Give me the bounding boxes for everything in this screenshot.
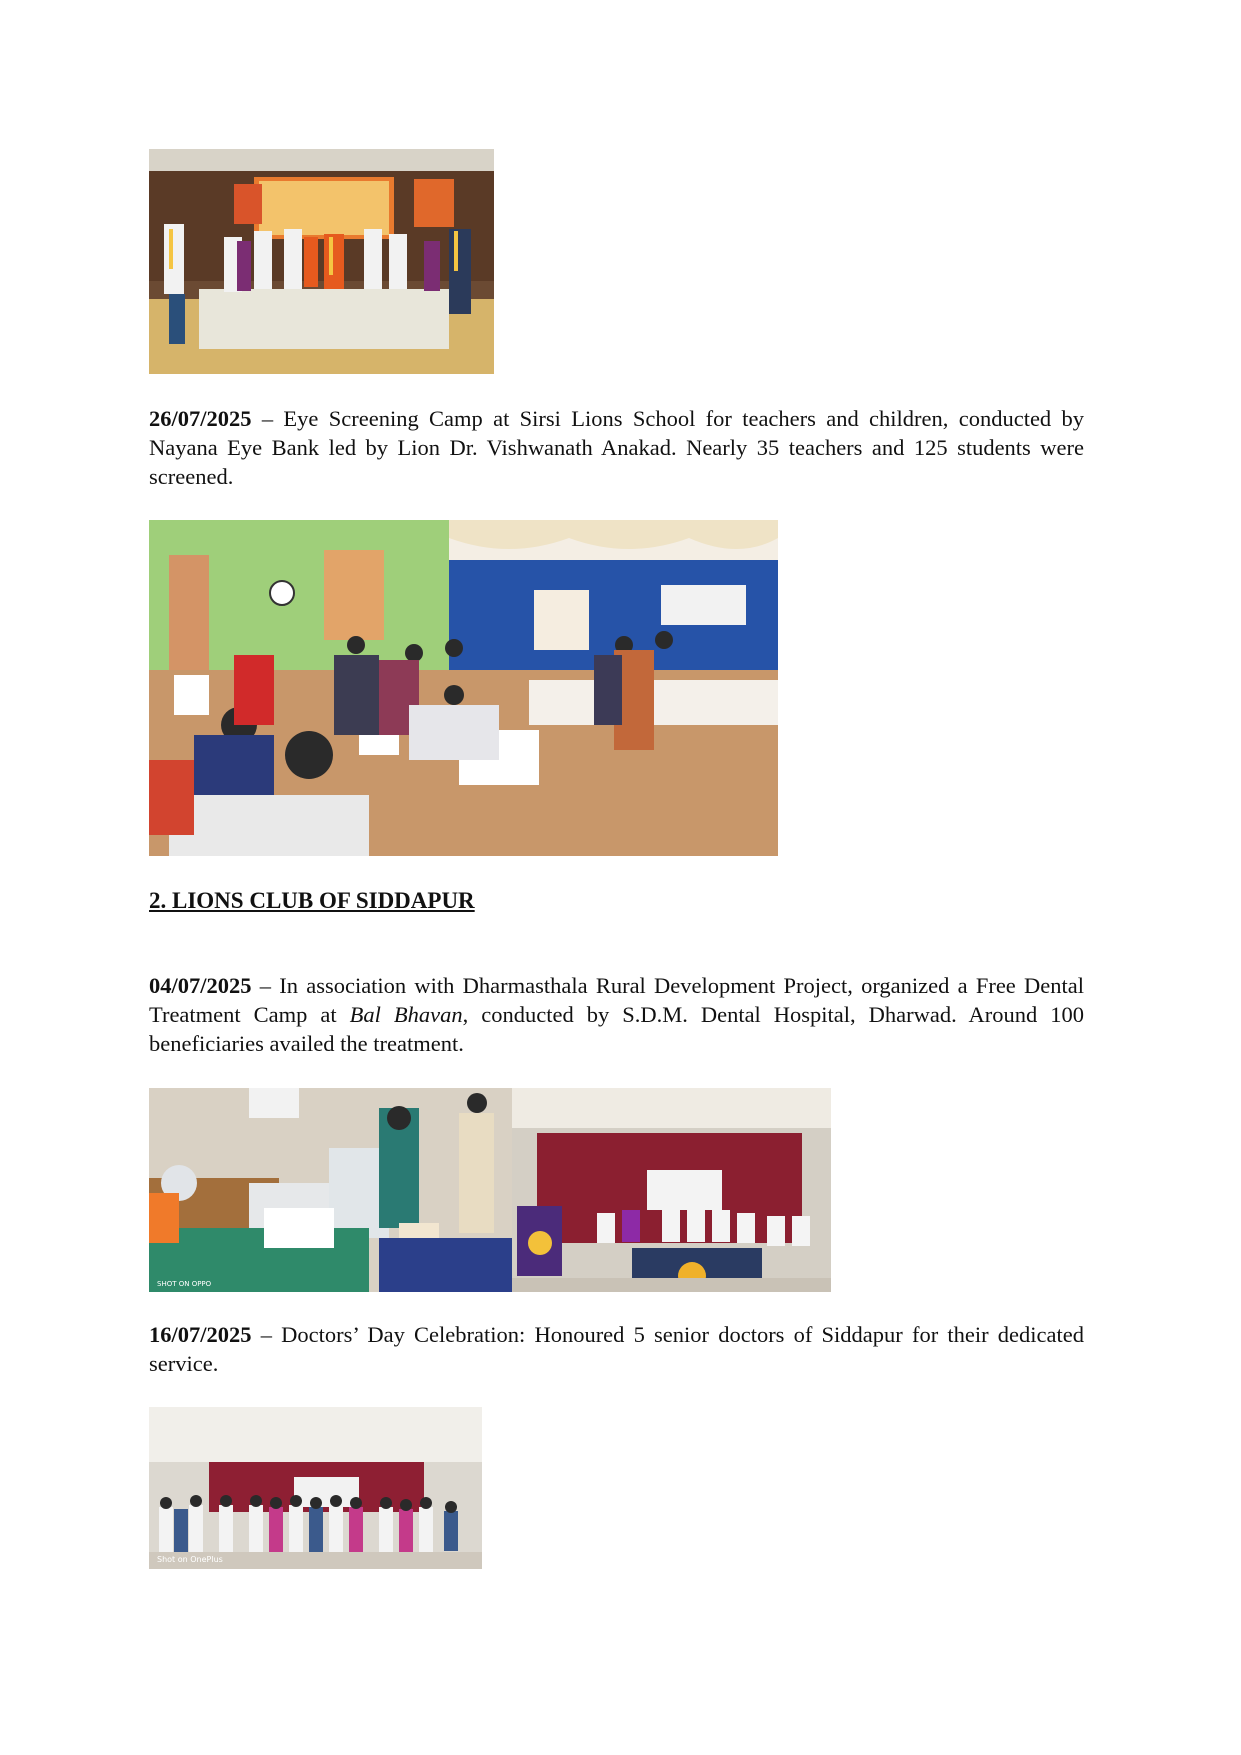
photo-doctors-day-group	[149, 1407, 482, 1569]
entry-venue: Bal Bhavan	[349, 1002, 463, 1027]
entry-doctors-day	[149, 1320, 1084, 1378]
entry-separator: –	[251, 973, 280, 998]
entry-text: Eye Screening Camp at Sirsi Lions School for teachers and children, conducted by Nayana Eye Bank led by Lion Dr. Vishwanath Anakad. Nearly 35 teachers and 125 students were screened.	[149, 406, 1085, 489]
entry-separator: –	[251, 1322, 282, 1347]
entry-text: In association with Dharmasthala Rural Development Project, organized a Free Dental Treatment Camp at	[149, 973, 1084, 1027]
photo-dental-camp-stage	[512, 1088, 831, 1292]
entry-text: Doctors’ Day Celebration: Honoured 5 senior doctors of Siddapur for their dedicated service.	[149, 1322, 1084, 1376]
camera-watermark: Shot on OnePlus	[157, 1555, 223, 1564]
entry-date: 16/07/2025	[149, 1322, 252, 1347]
camera-watermark: SHOT ON OPPO	[157, 1280, 212, 1288]
entry-separator: –	[251, 406, 284, 431]
section-heading: 2. LIONS CLUB OF SIDDAPUR	[149, 888, 475, 913]
entry-date: 26/07/2025	[149, 406, 252, 431]
entry-date: 04/07/2025	[149, 973, 252, 998]
photo-felicitation-ceremony	[149, 149, 494, 374]
photo-dental-treatment	[149, 1088, 512, 1292]
entry-eye-screening-camp	[149, 404, 1084, 491]
entry-dental-camp	[149, 971, 1084, 1058]
photo-eye-screening-hall	[149, 520, 778, 856]
entry-text: , conducted by S.D.M. Dental Hospital, Dharwad. Around 100 beneficiaries availed the treatment.	[149, 1002, 1084, 1056]
